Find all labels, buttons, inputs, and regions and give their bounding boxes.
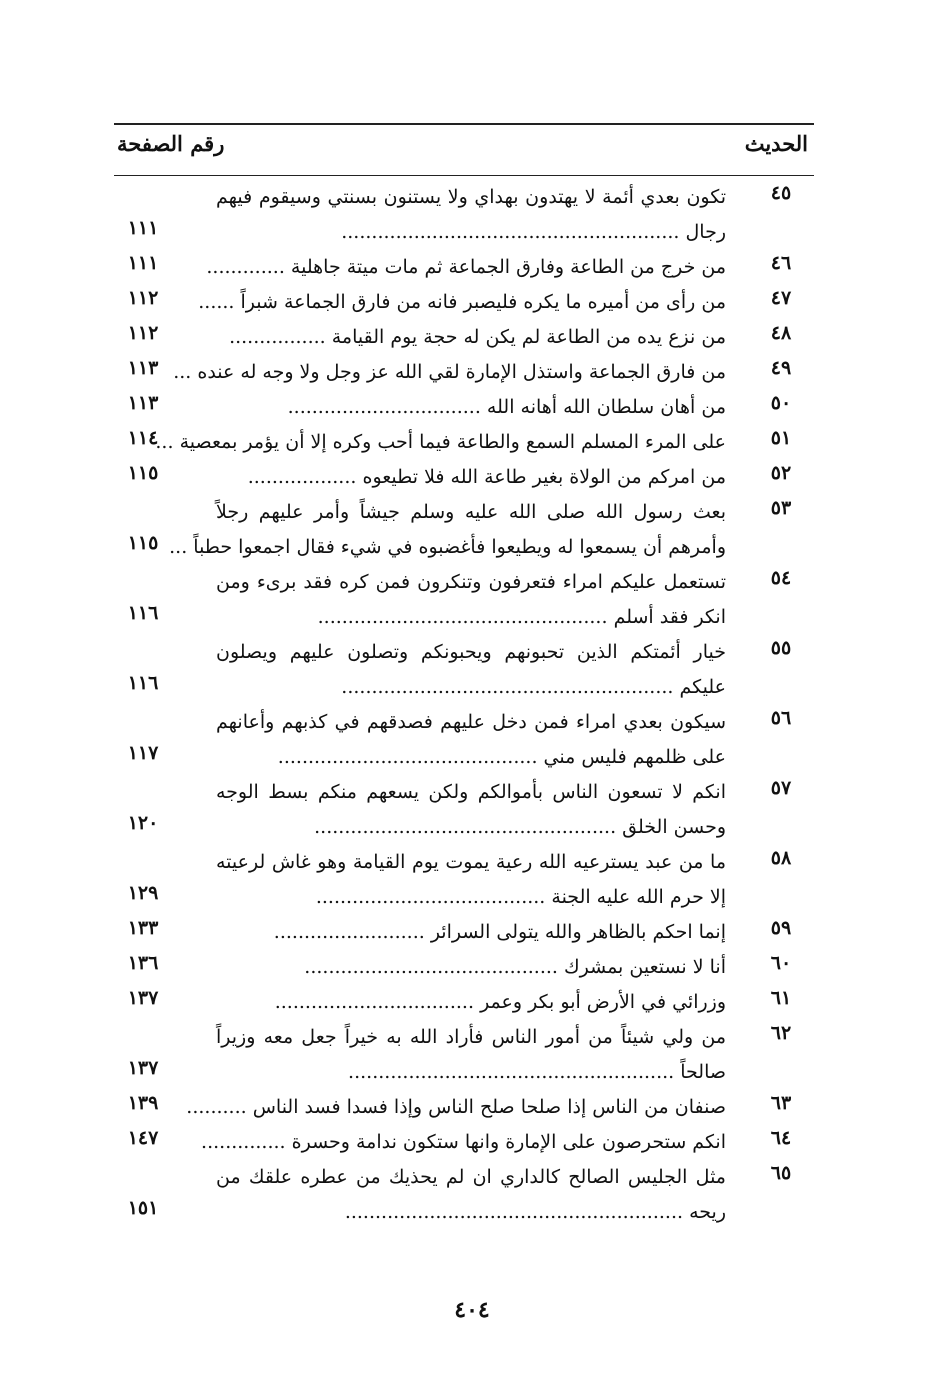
page-number: ١٣٦ [127,952,159,974]
hadith-text-content: تستعمل عليكم امراء فتعرفون وتنكرون فمن كره فقد برىء ومن [216,571,726,593]
hadith-text-line [216,950,726,985]
hadith-text-content: من ولي شيئاً من أمور الناس فأراد الله به خيراً جعل معه وزيراً [216,1026,726,1048]
page-number: ١١١ [127,252,159,274]
hadith-text-line [216,600,726,635]
index-entry [0,1090,944,1125]
page-number: ١٥١ [127,1197,159,1219]
page-number: ١١٦ [127,672,159,694]
hadith-number: ٥١ [770,427,792,449]
hadith-text [206,250,726,285]
hadith-text-line [206,250,726,285]
index-entry [0,250,944,285]
hadith-text-line [216,670,726,705]
hadith-text-content: خيار أئمتكم الذين تحبونهم ويحبونكم وتصلون عليهم ويصلون [216,641,726,663]
index-entry [0,705,944,775]
hadith-text-content: أنا لا نستعين بمشرك [563,956,726,978]
dot-leader: ... [155,431,180,453]
hadith-number: ٥٠ [770,392,792,414]
hadith-number: ٥٧ [770,777,792,799]
hadith-number: ٦١ [770,987,792,1009]
hadith-text-content: سيكون بعدي امراء فمن دخل عليهم فصدقهم في كذبهم وأعانهم [216,711,726,733]
page-number: ١١٧ [127,742,159,764]
hadith-text-content: وأمرهم أن يسمعوا له ويطيعوا فأغضبوه في شيء فقال اجمعوا حطباً [193,536,726,558]
hadith-number: ٤٧ [770,287,792,309]
hadith-number: ٥٢ [770,462,792,484]
hadith-text-content: من نزع يده من الطاعة لم يكن له حجة يوم القيامة [331,326,726,348]
hadith-text-content: ريحه [689,1201,726,1223]
hadith-number: ٥٩ [770,917,792,939]
hadith-text [169,495,727,565]
hadith-number: ٥٣ [770,497,792,519]
hadith-number: ٥٨ [770,847,792,869]
index-entry [0,425,944,460]
index-entry [0,460,944,495]
dot-leader: ......................... [273,921,431,943]
hadith-number: ٤٥ [770,182,792,204]
hadith-text-line [216,810,726,845]
hadith-number: ٤٨ [770,322,792,344]
page-number: ١٣٣ [127,917,159,939]
hadith-text-content: انكم لا تسعون الناس بأموالكم ولكن يسعهم منكم بسط الوجه [216,781,726,803]
hadith-text-content: من امركم من الولاة بغير طاعة الله فلا تطيعوه [362,466,726,488]
page-number: ١١٤ [127,427,159,449]
hadith-text-content: إنما احكم بالظاهر والله يتولى السرائر [430,921,726,943]
footer-page-number: ٤٠٤ [454,1297,490,1323]
hadith-text-content: انكم ستحرصون على الإمارة وانها ستكون ندامة وحسرة [291,1131,726,1153]
hadith-text-line [216,915,726,950]
hadith-text-content: صالحاً [680,1061,726,1083]
page-number: ١٣٧ [127,1057,159,1079]
hadith-text [173,355,726,390]
hadith-text-line [216,460,726,495]
hadith-text-content: انكر فقد أسلم [613,606,726,628]
index-entry [0,355,944,390]
hadith-text [198,285,726,320]
index-entry [0,495,944,565]
hadith-text-line [216,740,726,775]
hadith-text [216,1160,726,1230]
dot-leader: ................ [229,326,332,348]
hadith-number: ٥٤ [770,567,792,589]
page-number: ١٢٩ [127,882,159,904]
hadith-text-content: إلا حرم الله عليه الجنة [551,886,726,908]
hadith-text-content: ما من عبد يسترعيه الله رعية يموت يوم القيامة وهو غاش لرعيته [216,851,726,873]
hadith-text-content: من خرج من الطاعة وفارق الجماعة ثم مات ميتة جاهلية [290,256,726,278]
dot-leader: ... [169,536,194,558]
hadith-text [216,1020,726,1090]
hadith-text-line [216,320,726,355]
hadith-number: ٦٢ [770,1022,792,1044]
hadith-text-content: مثل الجليس الصالح كالداري ان لم يحذيك من عطره علقك من [216,1166,726,1188]
hadith-text-line [173,355,726,390]
hadith-text-line [216,180,726,215]
hadith-text-content: على ظلمهم فليس مني [543,746,726,768]
page-number: ١١٣ [127,392,159,414]
page-number-column-header: رقم الصفحة [117,131,225,156]
hadith-text-line [216,880,726,915]
hadith-number: ٦٣ [770,1092,792,1114]
dot-leader: ................................................ [317,606,614,628]
page-number: ١١٥ [127,532,159,554]
hadith-text-line [216,495,726,530]
dot-leader: ................................. [274,991,481,1013]
hadith-number: ٥٥ [770,637,792,659]
dot-leader: ...................................... [315,886,552,908]
hadith-text [216,635,726,705]
hadith-text [216,390,726,425]
dot-leader: .............. [201,1131,292,1153]
hadith-text-content: من رأى من أميره ما يكره فليصبر فانه من فارق الجماعة شبراً [240,291,726,313]
hadith-text [216,915,726,950]
dot-leader: .......................................... [304,956,564,978]
page-number: ١٣٩ [127,1092,159,1114]
hadith-text-line [169,530,726,565]
dot-leader: ... [173,361,198,383]
hadith-text [216,985,726,1020]
hadith-text-line [216,775,726,810]
hadith-text [216,950,726,985]
hadith-number: ٥٦ [770,707,792,729]
hadith-text-line [186,1090,726,1125]
hadith-text-line [216,1020,726,1055]
dot-leader: ........................................................ [344,1201,690,1223]
index-entry [0,320,944,355]
index-entry [0,565,944,635]
index-entry [0,915,944,950]
hadith-text-content: على المرء المسلم السمع والطاعة فيما أحب وكره إلا أن يؤمر بمعصية [179,431,726,453]
dot-leader: ...... [198,291,241,313]
page-number: ١١٢ [127,322,159,344]
dot-leader: ................................ [287,396,487,418]
hadith-number: ٦٤ [770,1127,792,1149]
hadith-text-line [155,425,726,460]
hadith-text [216,460,726,495]
hadith-text-line [216,985,726,1020]
hadith-text [201,1125,726,1160]
hadith-text-line [216,1055,726,1090]
index-entry [0,635,944,705]
hadith-text-content: تكون بعدي أئمة لا يهتدون بهداي ولا يستنون بسنتي وسيقوم فيهم [216,186,726,208]
page-number: ١١٣ [127,357,159,379]
dot-leader: ........................................... [277,746,544,768]
hadith-text-line [216,565,726,600]
hadith-number: ٤٩ [770,357,792,379]
index-entry [0,845,944,915]
hadith-column-header: الحديث [744,131,808,156]
dot-leader: ...................................................... [348,1061,681,1083]
hadith-text-line [201,1125,726,1160]
hadith-text-line [216,390,726,425]
index-entry [0,775,944,845]
hadith-text-line [198,285,726,320]
index-entry [0,985,944,1020]
hadith-text-content: وحسن الخلق [622,816,726,838]
page-number: ١١٢ [127,287,159,309]
page-number: ١١٥ [127,462,159,484]
page-number: ١٤٧ [127,1127,159,1149]
index-entry [0,950,944,985]
hadith-text-content: وزرائي في الأرض أبو بكر وعمر [480,991,726,1013]
hadith-text-content: من فارق الجماعة واستذل الإمارة لقي الله عز وجل ولا وجه له عنده [197,361,726,383]
hadith-text-line [216,845,726,880]
page-number: ١١٦ [127,602,159,624]
dot-leader: ............. [206,256,291,278]
hadith-text-content: رجال [685,221,726,243]
hadith-text-line [216,635,726,670]
hadith-text-content: بعث رسول الله صلى الله عليه وسلم جيشاً وأمر عليهم رجلاً [216,501,727,523]
hadith-number: ٦٥ [770,1162,792,1184]
hadith-text [216,845,726,915]
hadith-text [216,180,726,250]
dot-leader: .................. [247,466,363,488]
hadith-number: ٤٦ [770,252,792,274]
index-entry [0,1125,944,1160]
hadith-text [216,320,726,355]
page-number: ١٢٠ [127,812,159,834]
hadith-text-line [216,215,726,250]
page-number: ١١١ [127,217,159,239]
index-entry [0,180,944,250]
hadith-text-line [216,1160,726,1195]
index-entry [0,285,944,320]
index-entry [0,1160,944,1230]
hadith-text [155,425,726,460]
dot-leader: .......... [186,1096,253,1118]
dot-leader: .................................................. [314,816,623,838]
hadith-text [186,1090,726,1125]
hadith-text [216,775,726,845]
hadith-text-line [216,1195,726,1230]
hadith-text [216,565,726,635]
hadith-text-content: من أهان سلطان الله أهانه الله [486,396,726,418]
hadith-text-line [216,705,726,740]
index-entry [0,1020,944,1090]
hadith-number: ٦٠ [770,952,792,974]
dot-leader: ....................................................... [341,676,680,698]
page-number: ١٣٧ [127,987,159,1009]
hadith-text-content: صنفان من الناس إذا صلحا صلح الناس وإذا فسدا فسد الناس [252,1096,726,1118]
hadith-text-content: عليكم [679,676,726,698]
index-entry [0,390,944,425]
dot-leader: ........................................................ [341,221,686,243]
hadith-text [216,705,726,775]
